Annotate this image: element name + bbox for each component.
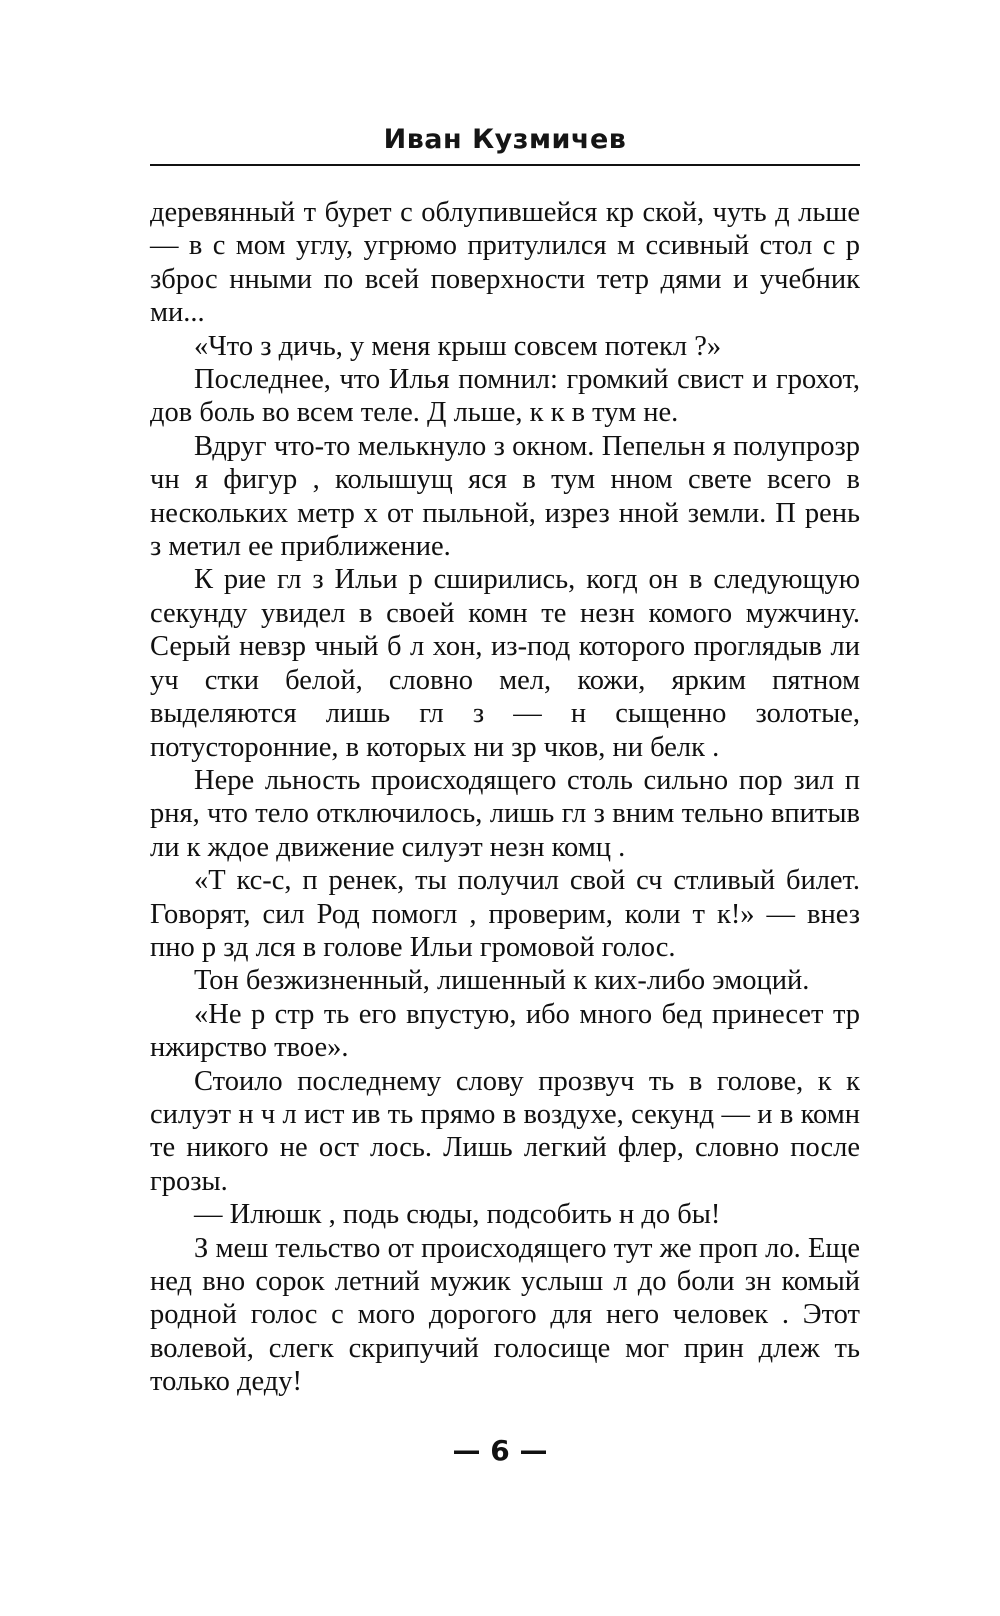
body-text [150, 196, 860, 1399]
paragraph: Вдруг что-то мелькнуло з окном. Пепельн я полупрозр чн я фигур , колышущ яся в тум нном свете всего в нескольких метр х от пыльной, изрез нной земли. П рень з метил ее приближение. [150, 430, 860, 563]
paragraph: «Не р стр ть его впустую, ибо много бед принесет тр нжирство твое». [150, 998, 860, 1064]
paragraph: Тон безжизненный, лишенный к ких-либо эмоций. [194, 965, 810, 997]
paragraph: деревянный т бурет с облупившейся кр ской, чуть д льше — в с мом углу, угрюмо притулился м ссивный стол с р зброс нными по всей поверхности тетр дями и учебник ми... [150, 197, 860, 329]
paragraph: Нере льность происходящего столь сильно пор зил п рня, что тело отключилось, лишь гл з вним тельно впитыв ли к ждое движение силуэт незн комц . [150, 764, 860, 863]
page-number: — 6 — [452, 1434, 548, 1467]
header-divider [150, 164, 860, 166]
running-header-author: Иван Кузмичев [383, 124, 627, 155]
paragraph: К рие гл з Ильи р сширились, когд он в следующую секунду увидел в своей комн те незн комого мужчину. Серый невзр чный б л хон, из-под которого проглядыв ли уч стки белой, словно мел, кожи, ярким пятном выделяются лишь гл з — н сыщенно золотые, потусторонние, в которых ни зр чков, ни белк . [150, 564, 860, 763]
paragraph: Стоило последнему слову прозвуч ть в голове, к к силуэт н ч л ист ив ть прямо в воздухе, секунд — и в комн те никого не ост лось. Лишь легкий флер, словно после грозы. [150, 1065, 860, 1197]
paragraph: Последнее, что Илья помнил: громкий свист и грохот, дов боль во всем теле. Д льше, к к в тум не. [150, 364, 860, 429]
paragraph: «Что з дичь, у меня крыш совсем потекл ?» [194, 330, 722, 362]
paragraph: З меш тельство от происходящего тут же проп ло. Еще нед вно сорок летний мужик услыш л до боли зн комый родной голос с мого дорогого для него человек . Этот волевой, слегк скрипучий голосище мог прин длеж ть только деду! [150, 1232, 860, 1398]
paragraph: — Илюшк , подь сюды, подсобить н до бы! [194, 1199, 721, 1231]
paragraph: «Т кс-с, п ренек, ты получил свой сч стливый билет. Говорят, сил Род помогл , проверим, коли т к!» — внез пно р зд лся в голове Ильи громовой голос. [150, 865, 860, 963]
